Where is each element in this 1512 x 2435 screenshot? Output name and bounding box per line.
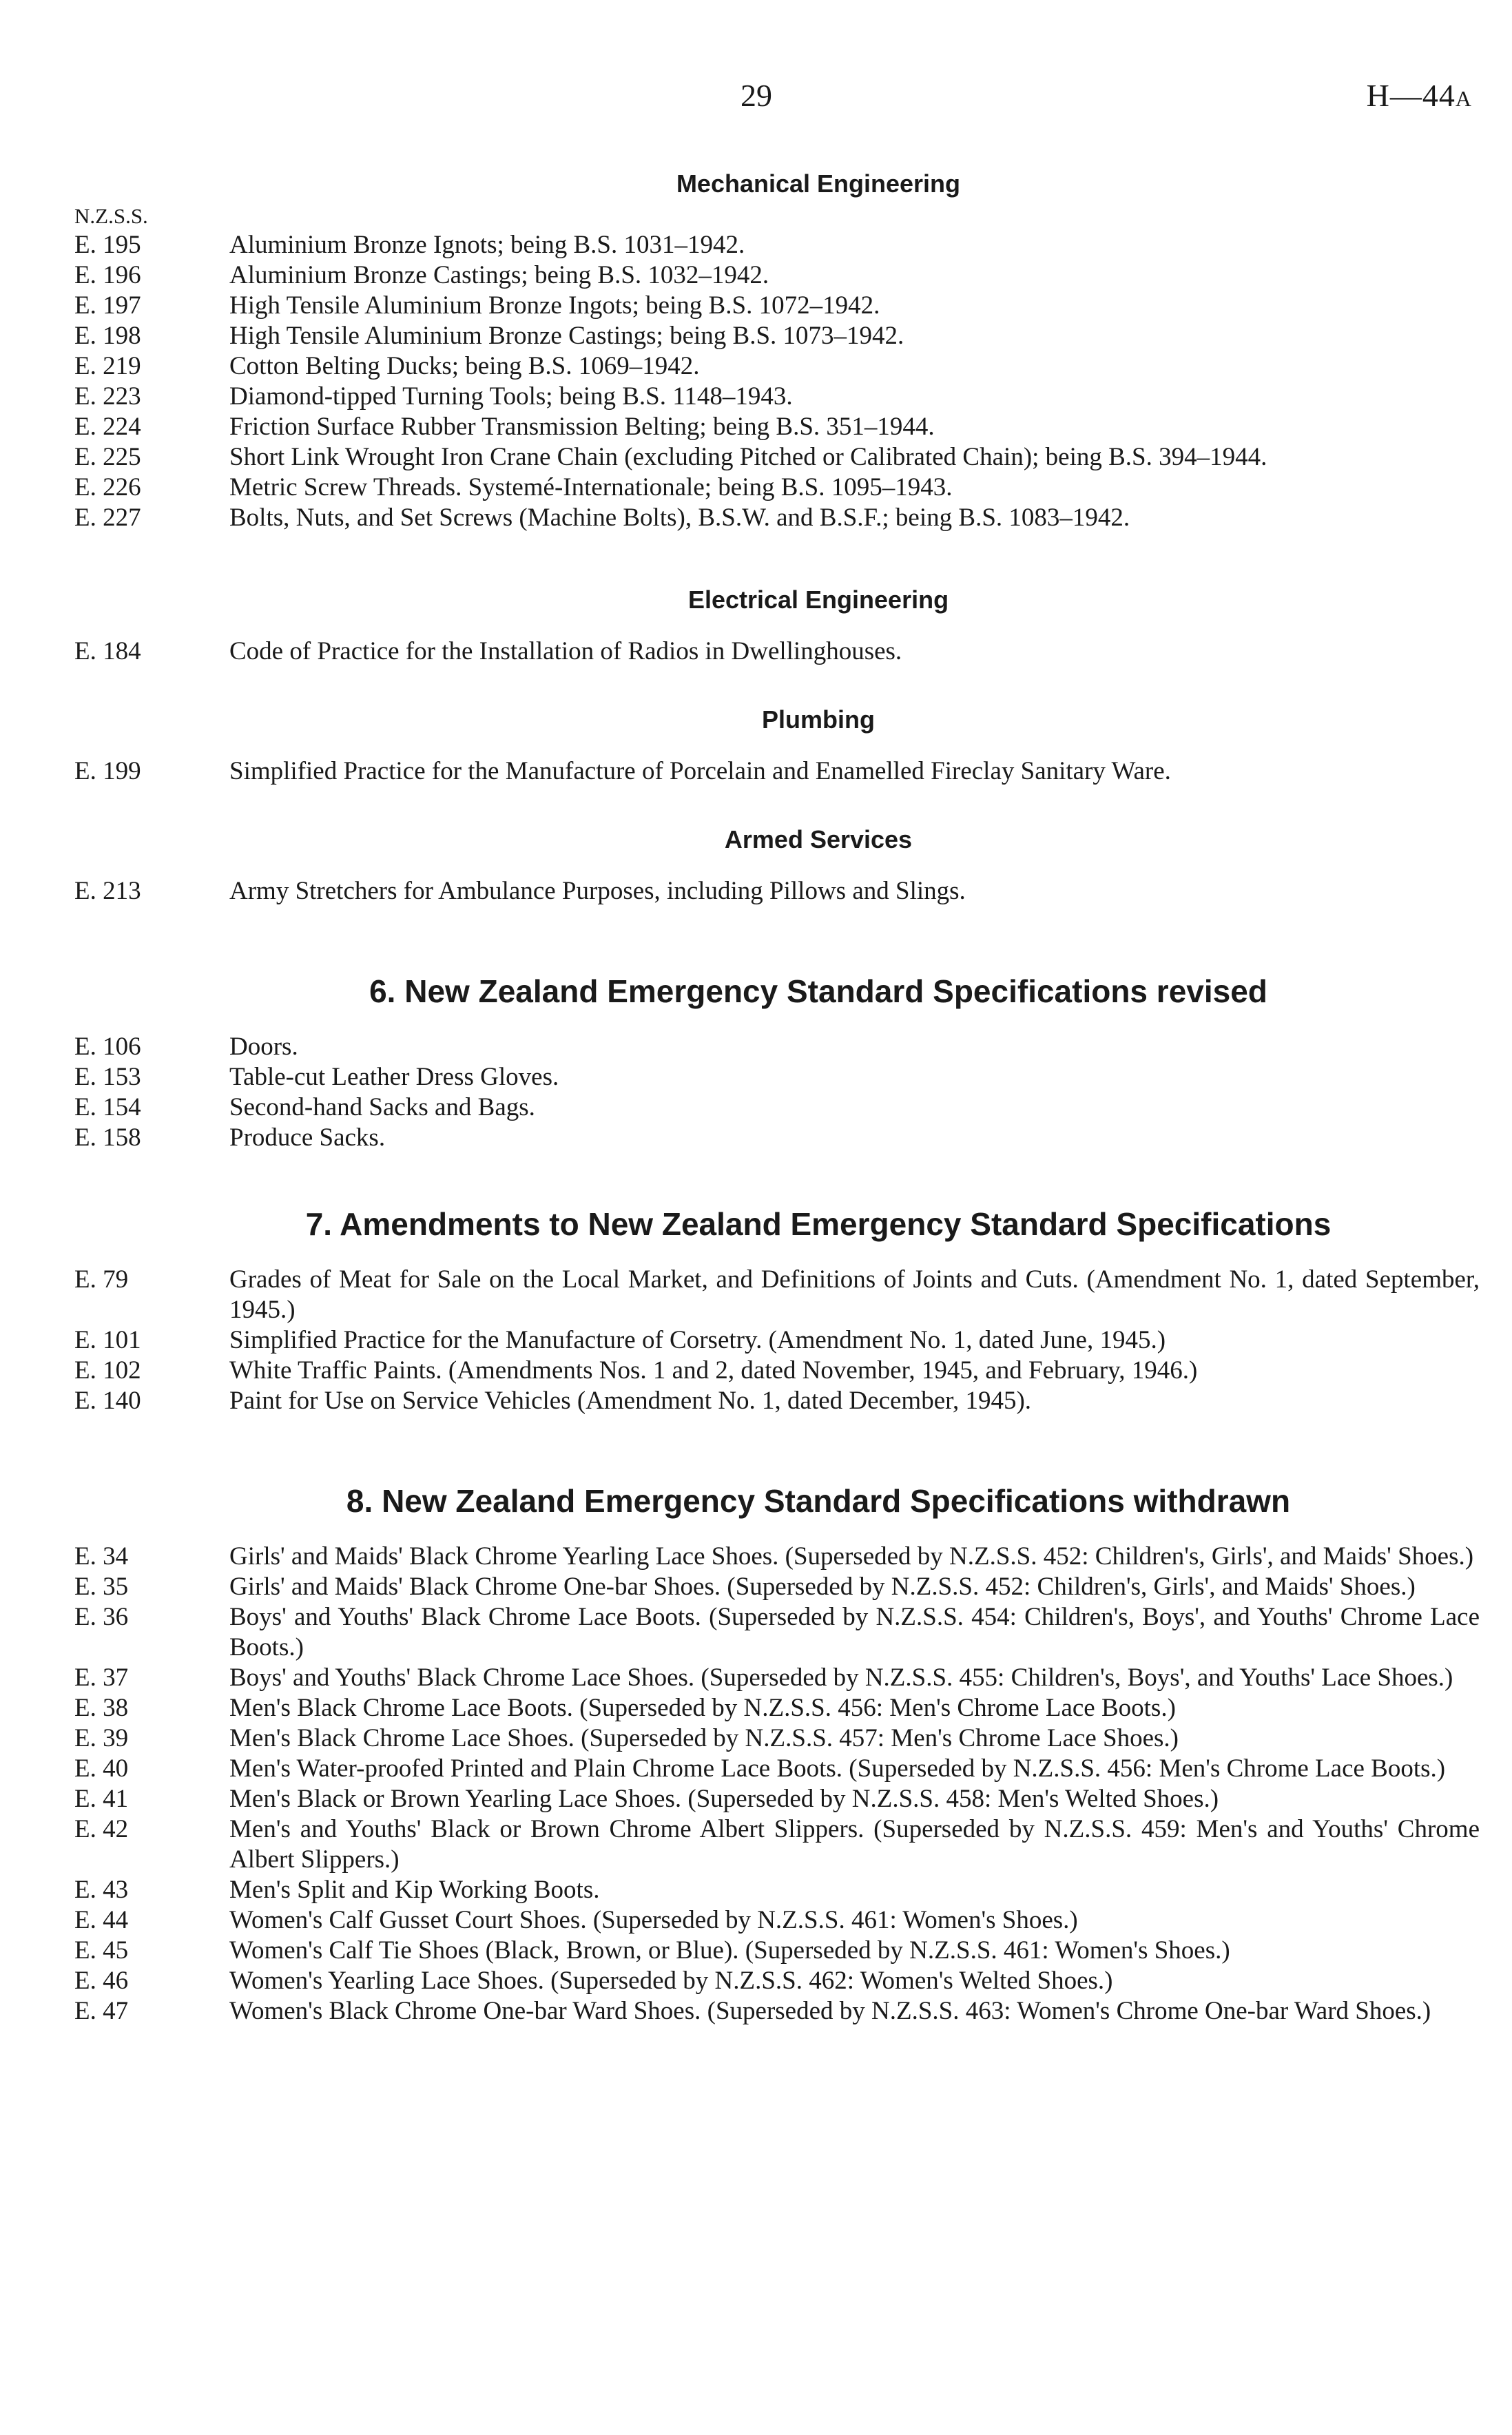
section-heading-mechanical: Mechanical Engineering bbox=[676, 169, 961, 198]
spec-code: E. 223 bbox=[74, 382, 141, 411]
list-section-8 bbox=[74, 1542, 1480, 2027]
list-item bbox=[74, 1936, 1480, 1966]
spec-title: High Tensile Aluminium Bronze Castings; being B.S. 1073–1942. bbox=[229, 322, 904, 350]
spec-code: E. 79 bbox=[74, 1265, 129, 1294]
spec-code: E. 102 bbox=[74, 1356, 141, 1385]
spec-title: Boys' and Youths' Black Chrome Lace Shoes. (Superseded by N.Z.S.S. 455: Children's, Boys', and Youths' Lace Shoes.) bbox=[229, 1664, 1453, 1692]
spec-code: E. 36 bbox=[74, 1603, 129, 1631]
list-section-7 bbox=[74, 1265, 1480, 1416]
document-reference-suffix: A bbox=[1455, 86, 1472, 111]
spec-code: E. 44 bbox=[74, 1906, 129, 1934]
list-item bbox=[74, 1693, 1480, 1723]
spec-code: E. 46 bbox=[74, 1967, 129, 1995]
spec-title: Women's Calf Tie Shoes (Black, Brown, or Blue). (Superseded by N.Z.S.S. 461: Women's Shoes.) bbox=[229, 1936, 1230, 1965]
spec-code: E. 40 bbox=[74, 1754, 129, 1783]
spec-code: E. 43 bbox=[74, 1876, 129, 1904]
spec-title: Doors. bbox=[229, 1033, 298, 1061]
list-item bbox=[74, 1092, 1480, 1123]
spec-code: E. 153 bbox=[74, 1063, 141, 1091]
spec-code: E. 224 bbox=[74, 413, 141, 441]
spec-title: Grades of Meat for Sale on the Local Market, and Definitions of Joints and Cuts. (Amendment No. 1, dated September, 1945.) bbox=[229, 1265, 1480, 1324]
list-item bbox=[74, 1723, 1480, 1754]
spec-code: E. 42 bbox=[74, 1815, 129, 1843]
list-item bbox=[74, 230, 1480, 260]
list-item bbox=[74, 1875, 1480, 1905]
section-heading-armed-services: Armed Services bbox=[724, 825, 913, 853]
list-item bbox=[74, 1966, 1480, 1996]
spec-code: E. 106 bbox=[74, 1033, 141, 1061]
list-section-6 bbox=[74, 1032, 1480, 1153]
spec-code: E. 35 bbox=[74, 1573, 129, 1601]
list-mechanical bbox=[74, 230, 1480, 533]
spec-title: High Tensile Aluminium Bronze Ingots; being B.S. 1072–1942. bbox=[229, 291, 880, 320]
spec-code: E. 140 bbox=[74, 1387, 141, 1415]
spec-code: E. 227 bbox=[74, 504, 141, 532]
spec-code: E. 45 bbox=[74, 1936, 129, 1965]
list-item bbox=[74, 1784, 1480, 1814]
spec-code: E. 154 bbox=[74, 1093, 141, 1121]
list-item bbox=[74, 260, 1480, 291]
list-item bbox=[74, 1905, 1480, 1936]
column-label: N.Z.S.S. bbox=[74, 204, 148, 228]
spec-code: E. 37 bbox=[74, 1664, 129, 1692]
spec-title: Women's Black Chrome One-bar Ward Shoes. (Superseded by N.Z.S.S. 463: Women's Chrome One-bar Ward Shoes.) bbox=[229, 1997, 1431, 2025]
list-item bbox=[74, 1032, 1480, 1062]
list-item bbox=[74, 382, 1480, 412]
spec-title: Men's and Youths' Black or Brown Chrome Albert Slippers. (Superseded by N.Z.S.S. 459: Men's and Youths' Chrome Albert Slippers.) bbox=[229, 1815, 1480, 1874]
document-reference bbox=[1367, 77, 1472, 114]
list-item bbox=[74, 636, 1480, 667]
section-heading-8: 8. New Zealand Emergency Standard Specifications withdrawn bbox=[346, 1483, 1291, 1519]
spec-title: Aluminium Bronze Ignots; being B.S. 1031–1942. bbox=[229, 231, 745, 259]
spec-code: E. 158 bbox=[74, 1123, 141, 1152]
list-item bbox=[74, 1356, 1480, 1386]
spec-title: Friction Surface Rubber Transmission Belting; being B.S. 351–1944. bbox=[229, 413, 935, 441]
spec-title: Produce Sacks. bbox=[229, 1123, 386, 1152]
list-item bbox=[74, 1062, 1480, 1092]
list-plumbing bbox=[74, 756, 1480, 787]
list-item bbox=[74, 1386, 1480, 1416]
spec-title: Men's Water-proofed Printed and Plain Chrome Lace Boots. (Superseded by N.Z.S.S. 456: Men's Chrome Lace Boots.) bbox=[229, 1754, 1446, 1783]
spec-title: Men's Black or Brown Yearling Lace Shoes. (Superseded by N.Z.S.S. 458: Men's Welted Shoes.) bbox=[229, 1785, 1219, 1813]
spec-code: E. 39 bbox=[74, 1724, 129, 1752]
list-electrical bbox=[74, 636, 1480, 667]
spec-code: E. 34 bbox=[74, 1542, 129, 1571]
spec-code: E. 225 bbox=[74, 443, 141, 471]
list-item bbox=[74, 442, 1480, 473]
spec-code: E. 47 bbox=[74, 1997, 129, 2025]
spec-code: E. 41 bbox=[74, 1785, 129, 1813]
spec-code: E. 226 bbox=[74, 473, 141, 501]
spec-code: E. 197 bbox=[74, 291, 141, 320]
spec-title: Short Link Wrought Iron Crane Chain (excluding Pitched or Calibrated Chain); being B.S. 394–1944. bbox=[229, 443, 1267, 471]
spec-code: E. 198 bbox=[74, 322, 141, 350]
list-item bbox=[74, 1996, 1480, 2027]
spec-code: E. 38 bbox=[74, 1694, 129, 1722]
spec-code: E. 219 bbox=[74, 352, 141, 380]
list-item bbox=[74, 291, 1480, 321]
list-item bbox=[74, 1123, 1480, 1153]
spec-title: Simplified Practice for the Manufacture of Corsetry. (Amendment No. 1, dated June, 1945.) bbox=[229, 1326, 1166, 1354]
spec-title: Boys' and Youths' Black Chrome Lace Boots. (Superseded by N.Z.S.S. 454: Children's, Boys', and Youths' Chrome Lace Boots.) bbox=[229, 1603, 1480, 1661]
spec-title: Bolts, Nuts, and Set Screws (Machine Bolts), B.S.W. and B.S.F.; being B.S. 1083–1942. bbox=[229, 504, 1130, 532]
list-item bbox=[74, 1663, 1480, 1693]
page-header bbox=[0, 77, 1512, 125]
spec-title: White Traffic Paints. (Amendments Nos. 1 and 2, dated November, 1945, and February, 1946.) bbox=[229, 1356, 1198, 1385]
list-item bbox=[74, 1542, 1480, 1572]
list-item bbox=[74, 1325, 1480, 1356]
list-item bbox=[74, 1572, 1480, 1602]
spec-title: Code of Practice for the Installation of Radios in Dwellinghouses. bbox=[229, 637, 902, 665]
spec-title: Women's Calf Gusset Court Shoes. (Superseded by N.Z.S.S. 461: Women's Shoes.) bbox=[229, 1906, 1078, 1934]
spec-title: Paint for Use on Service Vehicles (Amendment No. 1, dated December, 1945). bbox=[229, 1387, 1032, 1415]
spec-code: E. 184 bbox=[74, 637, 141, 665]
spec-code: E. 213 bbox=[74, 877, 141, 905]
list-item bbox=[74, 351, 1480, 382]
page-content bbox=[74, 165, 1480, 2027]
list-item bbox=[74, 321, 1480, 351]
spec-code: E. 196 bbox=[74, 261, 141, 289]
section-heading-6: 6. New Zealand Emergency Standard Specifications revised bbox=[369, 973, 1267, 1009]
spec-title: Diamond-tipped Turning Tools; being B.S. 1148–1943. bbox=[229, 382, 793, 411]
spec-code: E. 199 bbox=[74, 757, 141, 785]
list-armed-services bbox=[74, 876, 1480, 906]
list-item bbox=[74, 756, 1480, 787]
spec-title: Cotton Belting Ducks; being B.S. 1069–1942. bbox=[229, 352, 700, 380]
section-heading-plumbing: Plumbing bbox=[762, 705, 875, 734]
page-number: 29 bbox=[741, 78, 772, 113]
spec-title: Girls' and Maids' Black Chrome Yearling Lace Shoes. (Superseded by N.Z.S.S. 452: Children's, Girls', and Maids' Shoes.) bbox=[229, 1542, 1474, 1571]
spec-title: Metric Screw Threads. Systemé-Internationale; being B.S. 1095–1943. bbox=[229, 473, 953, 501]
section-heading-7: 7. Amendments to New Zealand Emergency Standard Specifications bbox=[305, 1206, 1332, 1242]
spec-title: Girls' and Maids' Black Chrome One-bar Shoes. (Superseded by N.Z.S.S. 452: Children's, Girls', and Maids' Shoes.) bbox=[229, 1573, 1416, 1601]
spec-title: Men's Black Chrome Lace Boots. (Superseded by N.Z.S.S. 456: Men's Chrome Lace Boots.) bbox=[229, 1694, 1176, 1722]
list-item bbox=[74, 473, 1480, 503]
spec-title: Women's Yearling Lace Shoes. (Superseded by N.Z.S.S. 462: Women's Welted Shoes.) bbox=[229, 1967, 1113, 1995]
spec-title: Men's Black Chrome Lace Shoes. (Superseded by N.Z.S.S. 457: Men's Chrome Lace Shoes.) bbox=[229, 1724, 1179, 1752]
section-heading-electrical: Electrical Engineering bbox=[687, 586, 949, 614]
spec-title: Army Stretchers for Ambulance Purposes, including Pillows and Slings. bbox=[229, 877, 966, 905]
list-item bbox=[74, 1814, 1480, 1875]
spec-title: Men's Split and Kip Working Boots. bbox=[229, 1876, 600, 1904]
list-item bbox=[74, 1265, 1480, 1325]
list-item bbox=[74, 1602, 1480, 1663]
spec-title: Second-hand Sacks and Bags. bbox=[229, 1093, 535, 1121]
spec-code: E. 195 bbox=[74, 231, 141, 259]
spec-title: Aluminium Bronze Castings; being B.S. 1032–1942. bbox=[229, 261, 769, 289]
document-reference-main: H—44 bbox=[1366, 78, 1456, 113]
list-item bbox=[74, 412, 1480, 442]
list-item bbox=[74, 876, 1480, 906]
list-item bbox=[74, 503, 1480, 533]
spec-title: Table-cut Leather Dress Gloves. bbox=[229, 1063, 559, 1091]
list-item bbox=[74, 1754, 1480, 1784]
spec-code: E. 101 bbox=[74, 1326, 141, 1354]
spec-title: Simplified Practice for the Manufacture of Porcelain and Enamelled Fireclay Sanitary Ware. bbox=[229, 757, 1171, 785]
